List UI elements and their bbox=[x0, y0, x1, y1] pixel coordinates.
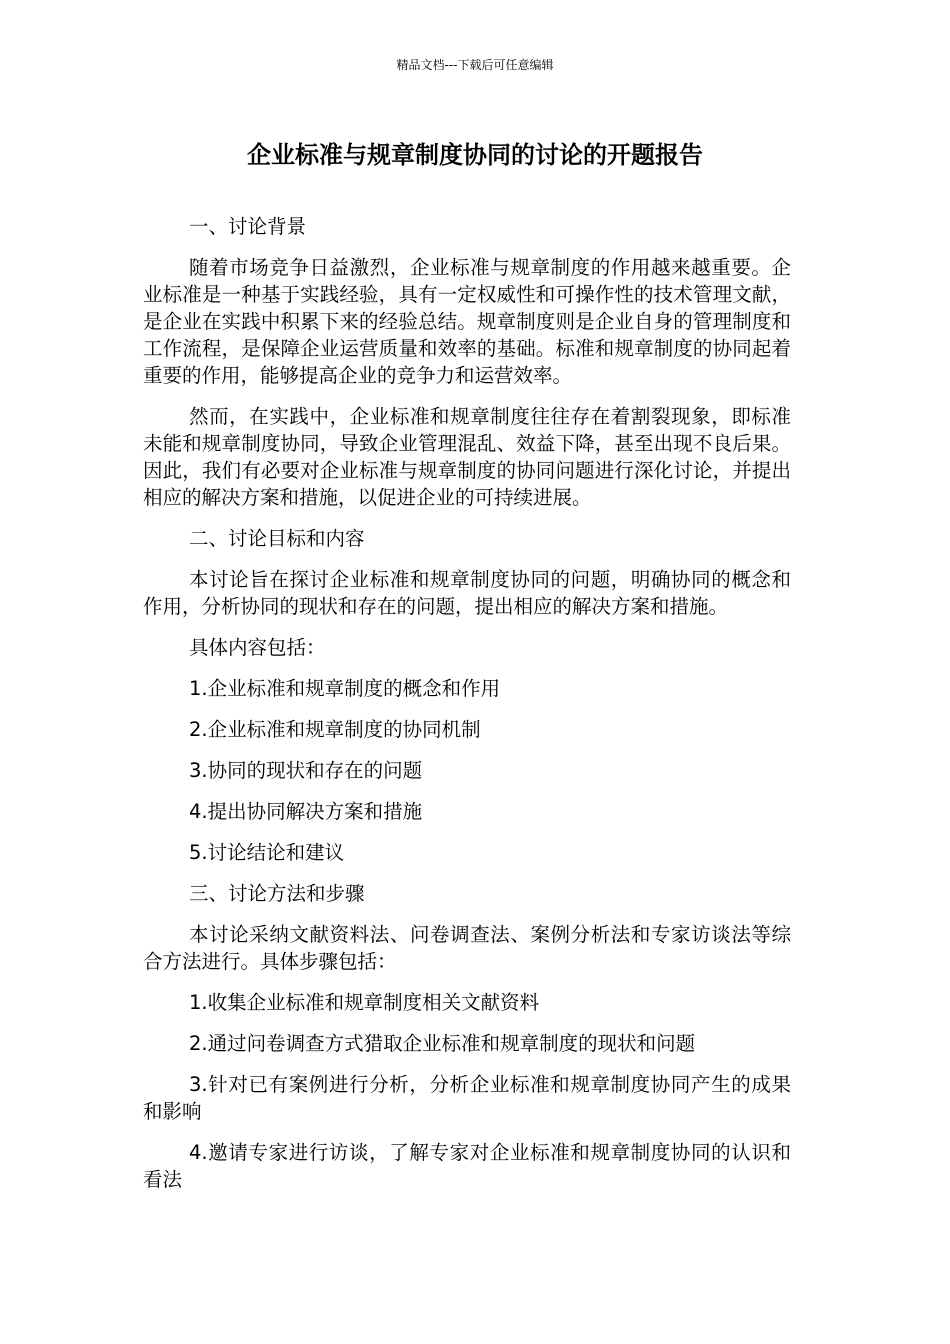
section-heading-background: 一、讨论背景 bbox=[189, 215, 307, 238]
header-note: 精品文档---下载后可任意编辑 bbox=[396, 58, 554, 72]
section-heading-methods: 三、讨论方法和步骤 bbox=[189, 882, 365, 905]
list-item: 2.通过问卷调查方式猎取企业标准和规章制度的现状和问题 bbox=[189, 1032, 696, 1055]
list-item: 2.企业标准和规章制度的协同机制 bbox=[189, 718, 481, 741]
list-item: 4.邀请专家进行访谈，了解专家对企业标准和规章制度协同的认识和看法 bbox=[143, 1141, 791, 1191]
paragraph: 具体内容包括： bbox=[189, 636, 326, 659]
document-title: 企业标准与规章制度协同的讨论的开题报告 bbox=[247, 141, 703, 169]
paragraph: 本讨论采纳文献资料法、问卷调查法、案例分析法和专家访谈法等综合方法进行。具体步骤包括： bbox=[143, 923, 791, 973]
section-heading-goals: 二、讨论目标和内容 bbox=[189, 527, 365, 550]
paragraph: 然而，在实践中，企业标准和规章制度往往存在着割裂现象，即标准未能和规章制度协同，导致企业管理混乱、效益下降，甚至出现不良后果。因此，我们有必要对企业标准与规章制度的协同问题进行深化讨论，并提出相应的解决方案和措施，以促进企业的可持续进展。 bbox=[143, 405, 791, 509]
list-item: 4.提出协同解决方案和措施 bbox=[189, 800, 423, 823]
list-item: 3.针对已有案例进行分析，分析企业标准和规章制度协同产生的成果和影响 bbox=[143, 1073, 791, 1123]
document-body bbox=[143, 213, 791, 1207]
paragraph: 本讨论旨在探讨企业标准和规章制度协同的问题，明确协同的概念和作用，分析协同的现状和存在的问题，提出相应的解决方案和措施。 bbox=[143, 568, 791, 618]
paragraph: 随着市场竞争日益激烈，企业标准与规章制度的作用越来越重要。企业标准是一种基于实践经验，具有一定权威性和可操作性的技术管理文献，是企业在实践中积累下来的经验总结。规章制度则是企业自身的管理制度和工作流程，是保障企业运营质量和效率的基础。标准和规章制度的协同起着重要的作用，能够提高企业的竞争力和运营效率。 bbox=[143, 256, 791, 387]
list-item: 1.企业标准和规章制度的概念和作用 bbox=[189, 677, 501, 700]
list-item: 3.协同的现状和存在的问题 bbox=[189, 759, 423, 782]
list-item: 5.讨论结论和建议 bbox=[189, 841, 345, 864]
list-item: 1.收集企业标准和规章制度相关文献资料 bbox=[189, 991, 540, 1014]
